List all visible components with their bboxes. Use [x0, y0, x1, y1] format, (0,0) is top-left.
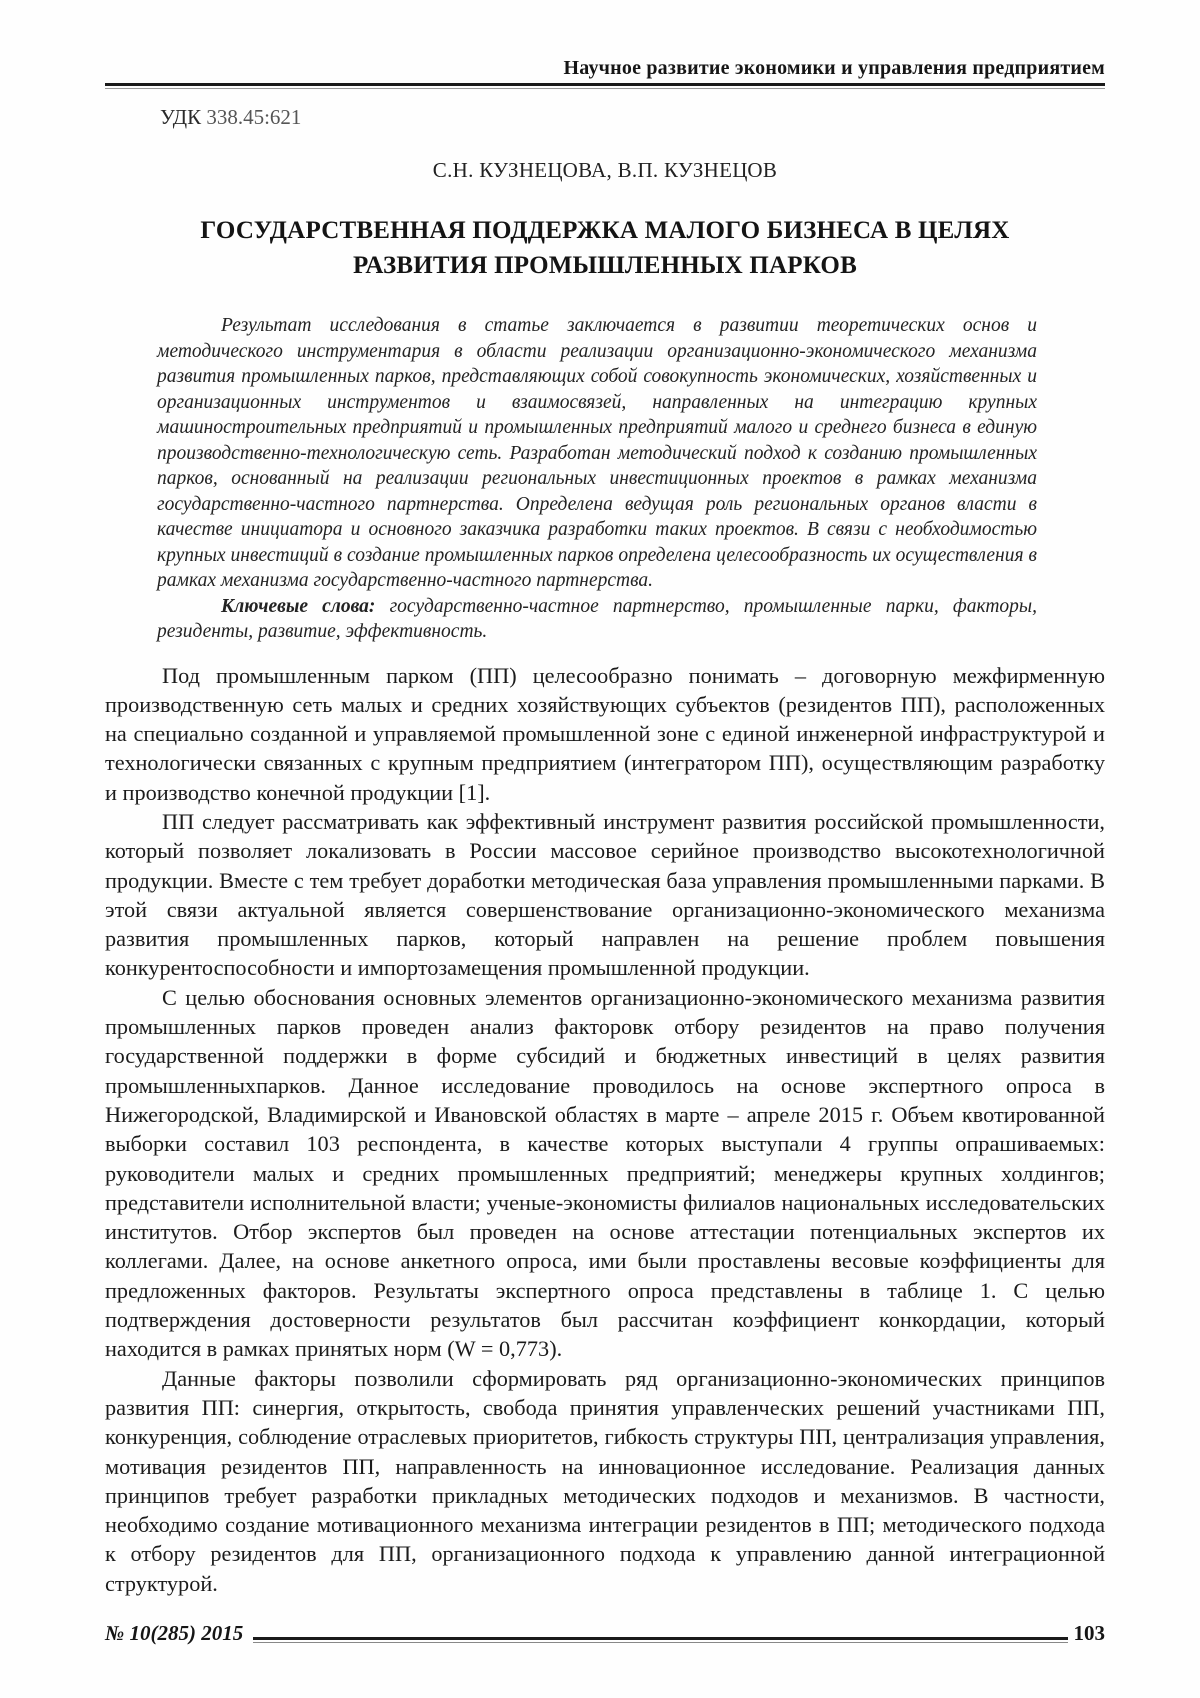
journal-section-running-head: Научное развитие экономики и управления предприятием — [563, 57, 1105, 79]
footer-rule — [253, 1637, 1067, 1643]
page-number: 103 — [1073, 1621, 1105, 1645]
keywords-line — [157, 594, 1037, 645]
keywords-label: Ключевые слова: — [221, 595, 376, 617]
article-body — [105, 661, 1105, 1599]
authors-line: С.Н. КУЗНЕЦОВА, В.П. КУЗНЕЦОВ — [432, 158, 778, 182]
body-paragraph: Данные факторы позволили сформировать ряд организационно-экономических принципов развития ПП: синергия, открытость, свобода принятия управленческих решений участниками ПП, конкуренция, соблюдение отраслевых приоритетов, гибкость структуры ПП, централизация управления, мотивация резидентов ПП, направленность на инновационное исследование. Реализация данных принципов требует разработки прикладных методических подходов и механизмов. В частности, необходимо создание мотивационного механизма интеграции резидентов в ПП; методического подхода к отбору резидентов для ПП, организационного подхода к управлению данной интеграционной структурой. — [105, 1365, 1105, 1596]
page-footer — [105, 1621, 1105, 1646]
body-paragraph: ПП следует рассматривать как эффективный инструмент развития российской промышленности, который позволяет локализовать в России массовое серийное производство высокотехнологичной продукции. Вместе с тем требует доработки методическая база управления промышленными парками. В этой связи актуальной является совершенствование организационно-экономического механизма развития промышленных парков, который направлен на решение проблем повышения конкурентоспособности и импортозамещения промышленной продукции. — [105, 808, 1105, 981]
body-paragraph: Под промышленным парком (ПП) целесообразно понимать – договорную межфирменную производственную сеть малых и средних хозяйствующих субъектов (резидентов ПП), расположенных на специально созданной и управляемой промышленной зоне с единой инженерной инфраструктурой и технологически связанных с крупным предприятием (интегратором ПП), осуществляющим разработку и производство конечной продукции [1]. — [105, 662, 1105, 805]
body-paragraph: С целью обоснования основных элементов организационно-экономического механизма развития промышленных парков проведен анализ факторовк отбору резидентов на право получения государственной поддержки в форме субсидий и бюджетных инвестиций в целях развития промышленныхпарков. Данное исследование проводилось на основе экспертного опроса в Нижегородской, Владимирской и Ивановской областях в марте – апреле 2015 г. Объем квотированной выборки составил 103 респондента, в качестве которых выступали 4 группы опрашиваемых: руководители малых и средних промышленных предприятий; менеджеры крупных холдингов; представители исполнительной власти; ученые-экономисты филиалов национальных исследовательских институтов. Отбор экспертов был проведен на основе аттестации потенциальных экспертов их коллегами. Далее, на основе анкетного опроса, ими были проставлены весовые коэффициенты для предложенных факторов. Результаты экспертного опроса представлены в таблице 1. С целью подтверждения достоверности результатов был рассчитан коэффициент конкордации, который находится в рамках принятых норм (W = 0,773). — [105, 984, 1105, 1362]
udc-label: УДК — [160, 105, 202, 129]
header-rule — [105, 83, 1105, 89]
udc-line — [105, 105, 1105, 130]
abstract-block — [157, 313, 1037, 645]
udc-number: 338.45:621 — [206, 105, 302, 129]
article-title: ГОСУДАРСТВЕННАЯ ПОДДЕРЖКА МАЛОГО БИЗНЕСА В ЦЕЛЯХ РАЗВИТИЯ ПРОМЫШЛЕННЫХ ПАРКОВ — [200, 217, 1010, 279]
issue-label: № 10(285) 2015 — [105, 1621, 244, 1645]
abstract-text: Результат исследования в статье заключается в развитии теоретических основ и методического инструментария в области реализации организационно-экономического механизма развития промышленных парков, представляющих собой совокупность экономических, хозяйственных и организационных инструментов и взаимосвязей, направленных на интеграцию крупных машиностроительных предприятий и промышленных предприятий малого и среднего бизнеса в единую производственно-технологическую сеть. Разработан методический подход к созданию промышленных парков, основанный на реализации региональных инвестиционных проектов в рамках механизма государственно-частного партнерства. Определена ведущая роль региональных органов власти в качестве инициатора и основного заказчика разработки таких проектов. В связи с необходимостью крупных инвестиций в создание промышленных парков определена целесообразность их осуществления в рамках механизма государственно-частного партнерства. — [157, 315, 1037, 591]
keywords-text: государственно-частное партнерство, промышленные парки, факторы, резиденты, развитие, эффективность. — [157, 595, 1037, 642]
